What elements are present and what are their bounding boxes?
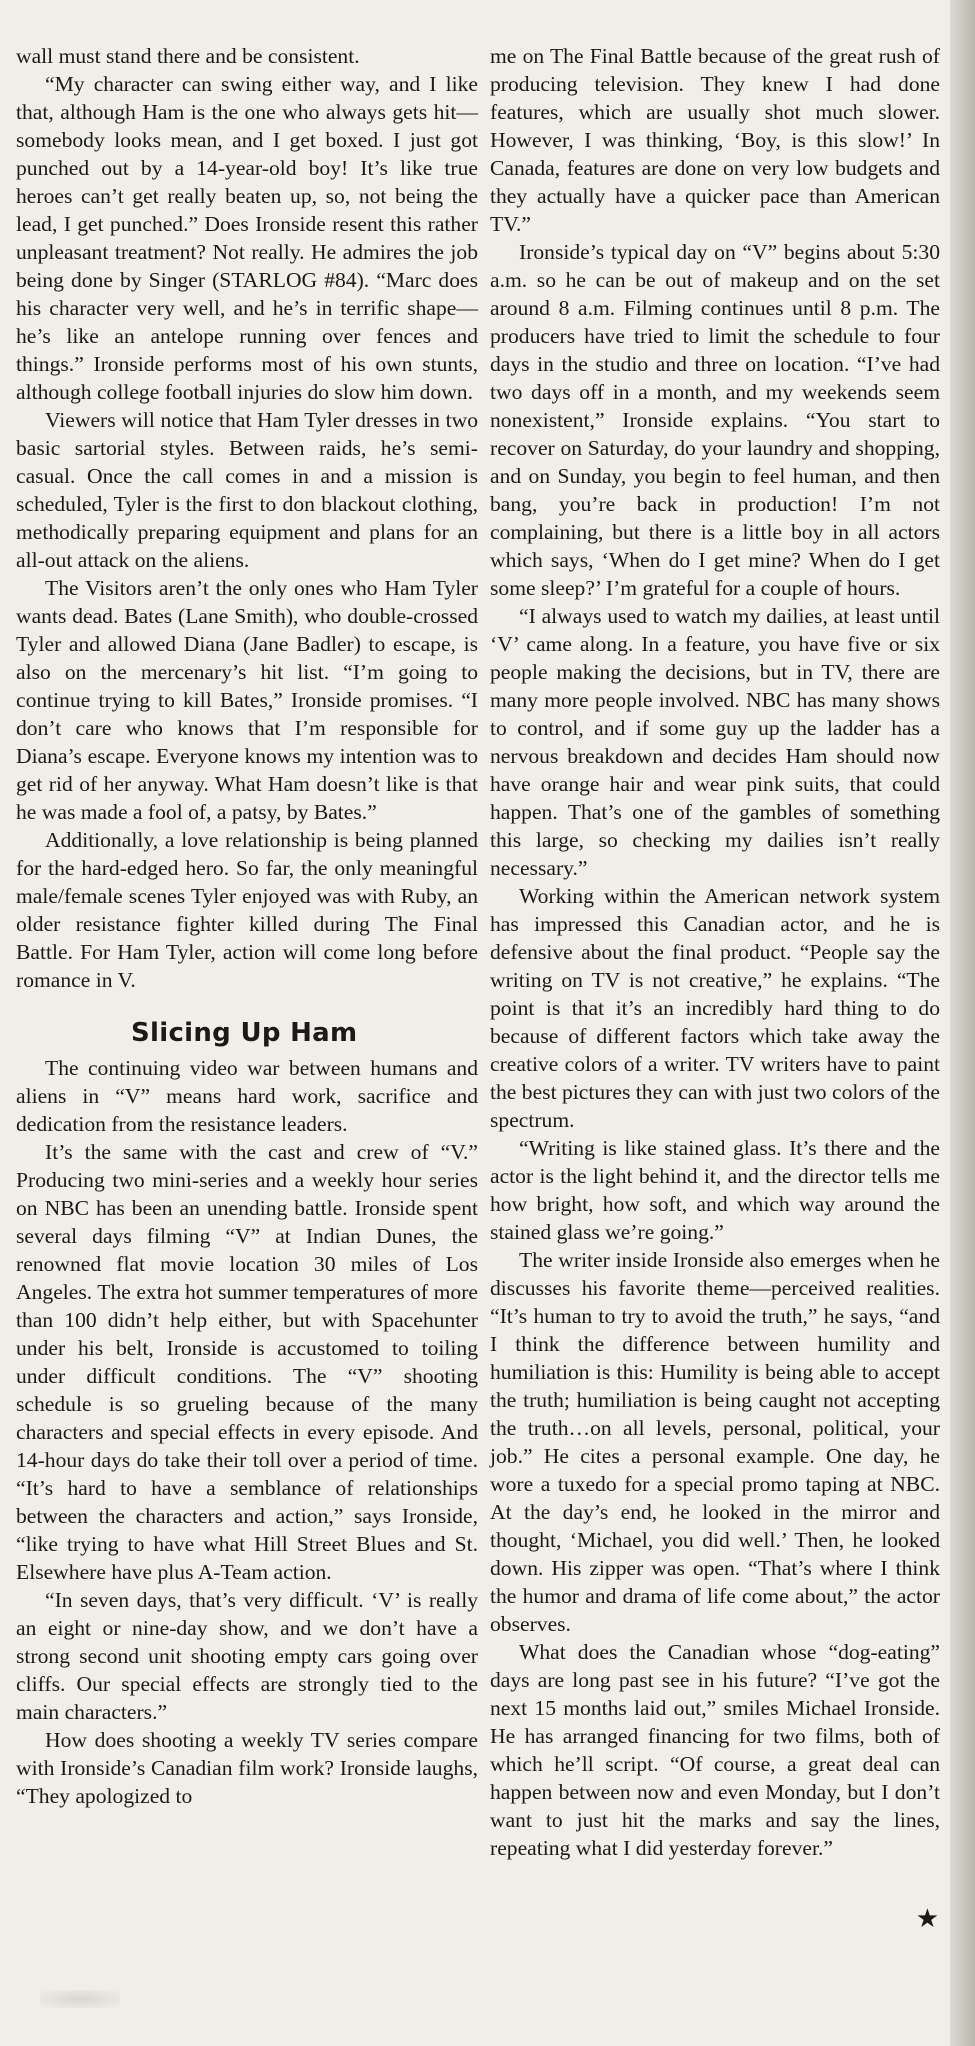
paragraph: Ironside’s typical day on “V” begins about 5:30 a.m. so he can be out of makeup and on the set around 8 a.m. Filming continues until 8 p.m. The producers have tried to limit the schedule to four days in the studio and three on location. “I’ve had two days off in a month, and my weekends seem nonexistent,” Ironside explains. “You start to recover on Saturday, do your laundry and shopping, and on Sunday, you begin to feel human, and then bang, you’re back in production! I’m not complaining, but there is a little boy in all actors which says, ‘When do I get mine? When do I get some sleep?’ I’m grateful for a couple of hours.	[490, 240, 940, 600]
paragraph: The continuing video war between humans and aliens in “V” means hard work, sacrifice and dedication from the resistance leaders.	[16, 1056, 478, 1136]
paragraph: The writer inside Ironside also emerges when he discusses his favorite theme—perceived realities. “It’s human to try to avoid the truth,” he says, “and I think the difference between humility and humiliation is this: Humility is being able to accept the truth; humiliation is being caught not accepting the truth…on all levels, personal, political, your job.” He cites a personal example. One day, he wore a tuxedo for a special promo taping at NBC. At the day’s end, he looked in the mirror and thought, ‘Michael, you did well.’ Then, he looked down. His zipper was open. “That’s where I think the humor and drama of life come about,” the actor observes.	[490, 1248, 940, 1636]
paragraph: “My character can swing either way, and I like that, although Ham is the one who always gets hit—somebody looks mean, and I get boxed. I just got punched out by a 14-year-old boy! It’s like true heroes can’t get really beaten up, so, not being the lead, I get punched.” Does Ironside resent this rather unpleasant treatment? Not really. He admires the job being done by Singer (STARLOG #84). “Marc does his character very well, and he’s in terrific shape—he’s like an antelope running over fences and things.” Ironside performs most of his own stunts, although college football injuries do slow him down.	[16, 72, 478, 404]
paragraph: Working within the American network system has impressed this Canadian actor, and he is defensive about the final product. “People say the writing on TV is not creative,” he explains. “The point is that it’s an incredibly hard thing to do because of different factors which take away the creative colors of a writer. TV writers have to paint the best pictures they can with just two colors of the spectrum.	[490, 884, 940, 1132]
paragraph: me on The Final Battle because of the great rush of producing television. They knew I had done features, which are usually shot much slower. However, I was thinking, ‘Boy, is this slow!’ In Canada, features are done on very low budgets and they actually have a quicker pace than American TV.”	[490, 44, 940, 236]
left-column	[16, 42, 478, 1810]
section-heading: Slicing Up Ham	[131, 1018, 358, 1048]
paragraph: “Writing is like stained glass. It’s there and the actor is the light behind it, and the director tells me how bright, how soft, and which way around the stained glass we’re going.”	[490, 1136, 940, 1244]
right-column	[490, 42, 940, 1862]
paragraph: wall must stand there and be consistent.	[16, 44, 360, 68]
paragraph: Viewers will notice that Ham Tyler dresses in two basic sartorial styles. Between raids, he’s semi-casual. Once the call comes in and a mission is scheduled, Tyler is the first to don blackout clothing, methodically preparing equipment and plans for an all-out attack on the aliens.	[16, 408, 478, 572]
paragraph: How does shooting a weekly TV series compare with Ironside’s Canadian film work? Ironside laughs, “They apologized to	[16, 1728, 478, 1808]
page-gutter-shadow	[950, 0, 975, 2046]
paragraph: Additionally, a love relationship is being planned for the hard-edged hero. So far, the only meaningful male/female scenes Tyler enjoyed was with Ruby, an older resistance fighter killed during The Final Battle. For Ham Tyler, action will come long before romance in V.	[16, 828, 478, 992]
paragraph: The Visitors aren’t the only ones who Ham Tyler wants dead. Bates (Lane Smith), who double-crossed Tyler and allowed Diana (Jane Badler) to escape, is also on the mercenary’s hit list. “I’m going to continue trying to kill Bates,” Ironside promises. “I don’t care who knows that I’m responsible for Diana’s escape. Everyone knows my intention was to get rid of her anyway. What Ham doesn’t like is that he was made a fool of, a patsy, by Bates.”	[16, 576, 478, 824]
paragraph: “I always used to watch my dailies, at least until ‘V’ came along. In a feature, you have five or six people making the decisions, but in TV, there are many more people involved. NBC has many shows to control, and if some guy up the ladder has a nervous breakdown and decides Ham should now have orange hair and wear pink suits, that could happen. That’s one of the gambles of something this large, so checking my dailies isn’t really necessary.”	[490, 604, 940, 880]
paragraph: It’s the same with the cast and crew of “V.” Producing two mini-series and a weekly hour series on NBC has been an unending battle. Ironside spent several days filming “V” at Indian Dunes, the renowned flat movie location 30 miles of Los Angeles. The extra hot summer temperatures of more than 100 didn’t help either, but with Spacehunter under his belt, Ironside is accustomed to toiling under difficult conditions. The “V” shooting schedule is so grueling because of the many characters and special effects in every episode. And 14-hour days do take their toll over a period of time. “It’s hard to have a semblance of relationships between the characters and action,” says Ironside, “like trying to have what Hill Street Blues and St. Elsewhere have plus A-Team action.	[16, 1140, 478, 1584]
paragraph: What does the Canadian whose “dog-eating” days are long past see in his future? “I’ve got the next 15 months laid out,” smiles Michael Ironside. He has arranged financing for two films, both of which he’ll script. “Of course, a great deal can happen between now and even Monday, but I don’t want to just hit the marks and say the lines, repeating what I did yesterday forever.”	[490, 1640, 940, 1860]
paragraph: “In seven days, that’s very difficult. ‘V’ is really an eight or nine-day show, and we don’t have a strong second unit shooting empty cars going over cliffs. Our special effects are strongly tied to the main characters.”	[16, 1588, 478, 1724]
page-smudge	[40, 1990, 120, 2008]
end-mark-star-icon: ★	[915, 1904, 939, 1933]
